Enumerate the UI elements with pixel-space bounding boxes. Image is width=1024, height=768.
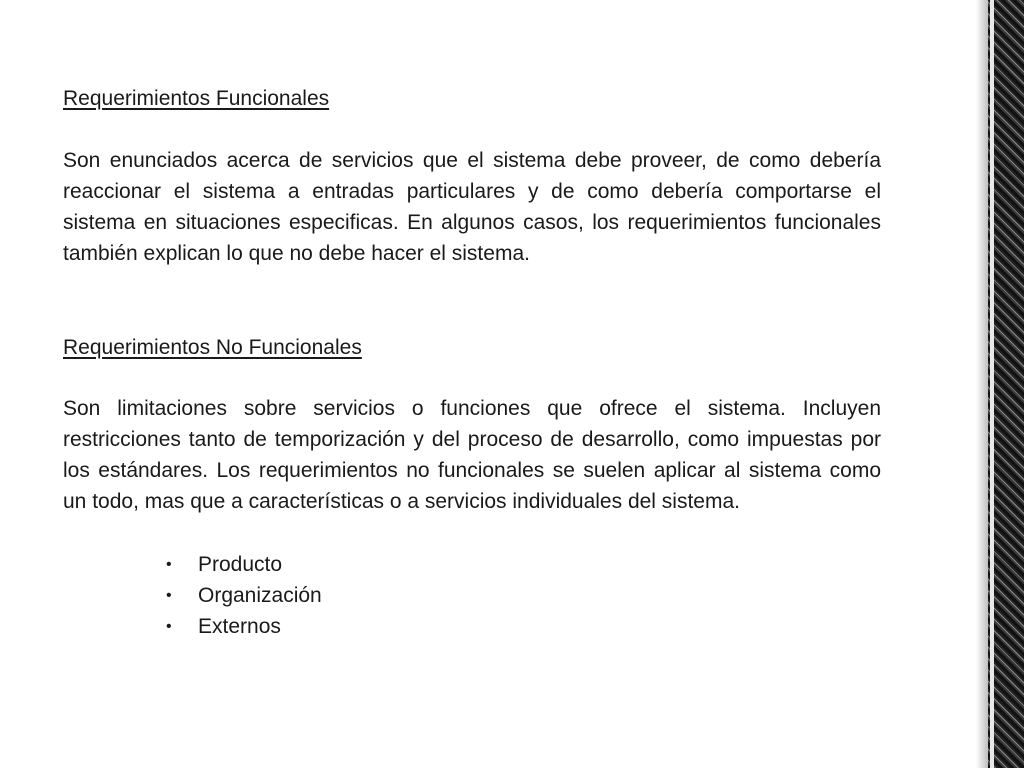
section-paragraph-no-funcionales: Son limitaciones sobre servicios o funciones que ofrece el sistema. Incluyen restricciones tanto de temporización y del proceso de desarrollo, como impuestas por los estándares. Los requerimientos no funcionales se suelen aplicar al sistema como un todo, mas que a características o a servicios individuales del sistema.: [63, 397, 881, 513]
list-item-label: Producto: [198, 553, 283, 576]
edge-highlight-line: [990, 0, 994, 768]
list-item: [163, 580, 881, 611]
bullet-icon: •: [166, 556, 172, 573]
list-item-label: Organización: [198, 584, 322, 607]
list-item: [163, 611, 881, 642]
list-item: [163, 549, 881, 580]
section-heading-no-funcionales: Requerimientos No Funcionales: [63, 336, 362, 359]
section-paragraph-funcionales: Son enunciados acerca de servicios que el sistema debe proveer, de como debería reaccionar el sistema a entradas particulares y de como debería comportarse el sistema en situaciones especificas. En algunos casos, los requerimientos funcionales también explican lo que no debe hacer el sistema.: [63, 149, 881, 265]
bullet-icon: •: [166, 587, 172, 604]
section-heading-funcionales: Requerimientos Funcionales: [63, 87, 330, 110]
edge-shadow: [976, 0, 988, 768]
bullet-list: [63, 549, 881, 642]
slide-content: [63, 84, 881, 642]
bullet-icon: •: [166, 618, 172, 635]
list-item-label: Externos: [198, 615, 281, 638]
